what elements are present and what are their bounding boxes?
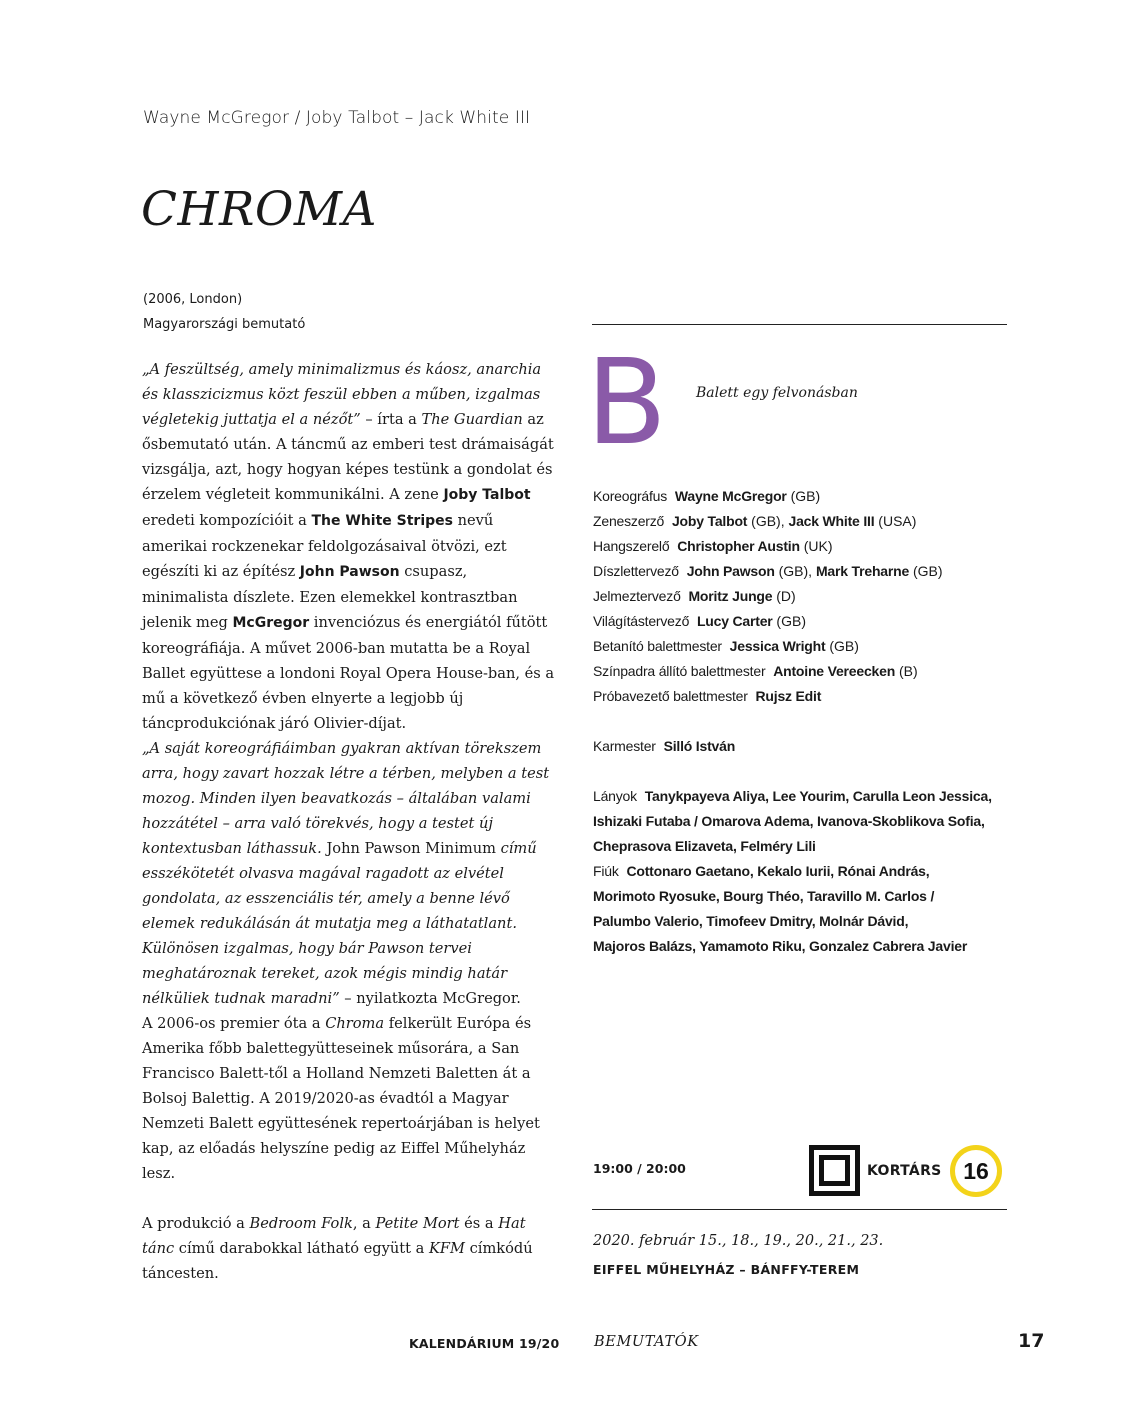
- credit-role: Jelmeztervező: [593, 588, 681, 604]
- p4-segment: Hat tánc: [142, 1215, 526, 1257]
- credit-nationality: (GB): [772, 613, 806, 629]
- credits-list: [593, 484, 1013, 759]
- credit-name: Christopher Austin: [677, 538, 800, 554]
- p2-segment: – nyilatkozta McGregor.: [339, 990, 521, 1007]
- credit-name: Rujsz Edit: [755, 688, 822, 704]
- credit-row: [593, 684, 1013, 709]
- p4-segment: A produkció a: [142, 1215, 250, 1232]
- premiere-year: (2006, London): [143, 292, 243, 307]
- kortars-square-icon: [809, 1145, 860, 1196]
- conductor-role: Karmester: [593, 738, 656, 754]
- footer-section: BEMUTATÓK: [594, 1334, 699, 1350]
- credit-row: [593, 484, 1013, 509]
- age-rating-badge: [950, 1145, 1002, 1197]
- credit-row: [593, 659, 1013, 684]
- girls-line-1: Tanykpayeva Aliya, Lee Yourim, Carulla Leon Jessica,: [644, 788, 992, 804]
- p1-segment: „A feszültség, amely minimalizmus és káosz, anarchia és klasszicizmus közt feszül ebben a műben, izgalmas végletekig juttatja el a nézőt”: [142, 361, 542, 428]
- credit-role: Díszlettervező: [593, 563, 679, 579]
- cast-girls: [593, 784, 1013, 859]
- credit-row: [593, 509, 1013, 534]
- p4-segment: címkódú táncesten.: [142, 1240, 533, 1282]
- credit-nationality: (UK): [799, 538, 833, 554]
- article-body: [142, 357, 557, 1286]
- p1-segment: McGregor: [232, 615, 310, 631]
- p2-segment: című esszékötetét olvasva magával ragadott az elvétel gondolata, az esszenciális tér, amely a benne lévő elemek redukálásán át mutatja meg a láthatatlant. Különösen izgalmas, hogy bár Pawson tervei meghatároznak tereket, azok mégis mindig határ nélküliek tudnak maradni”: [142, 840, 537, 1007]
- paragraph-intro: [142, 357, 557, 736]
- conductor-name: Silló István: [663, 738, 736, 754]
- p3-segment: felkerült Európa és Amerika főbb balettegyütteseinek műsorára, a San Francisco Balett-től a Holland Nemzeti Baletten át a Bolsoj Balettig. A 2019/2020-as évadtól a Magyar Nemzeti Balett együttesének repertoárjában is helyet kap, az előadás helyszíne pedig az Eiffel Műhelyház lesz.: [142, 1015, 540, 1182]
- cast-boys: [593, 859, 1013, 959]
- credit-name: Jack White III: [788, 513, 875, 529]
- category-letter: B: [586, 333, 667, 471]
- p1-segment: The Guardian: [421, 411, 523, 428]
- credit-role: Betanító balettmester: [593, 638, 722, 654]
- credit-row: [593, 609, 1013, 634]
- credit-nationality: (D): [772, 588, 796, 604]
- p1-segment: az ősbemutató után. A táncmű az emberi test drámaiságát vizsgálja, azt, hogy hogyan képes testünk a gondolat és érzelem végleteit kommunikálni. A zene: [142, 411, 554, 503]
- p1-segment: John Pawson: [299, 564, 400, 580]
- p1-segment: csupasz, minimalista díszlete. Ezen elemekkel kontrasztban jelenik meg: [142, 563, 518, 631]
- credit-nationality: (B): [895, 663, 918, 679]
- premiere-info: [143, 287, 305, 337]
- credit-nationality: (GB): [786, 488, 821, 504]
- credit-name: Antoine Vereecken: [773, 663, 896, 679]
- girls-line-2: Ishizaki Futaba / Omarova Adema, Ivanova-Skoblikova Sofia,: [593, 813, 985, 829]
- boys-line-2: Morimoto Ryosuke, Bourg Théo, Taravillo M. Carlos /: [593, 888, 935, 904]
- p2-segment: Minimum: [420, 840, 496, 857]
- p1-segment: Joby Talbot: [443, 487, 531, 503]
- p1-segment: The White Stripes: [311, 513, 453, 529]
- credit-row: [593, 534, 1013, 559]
- credit-name: Mark Treharne: [815, 563, 910, 579]
- boys-line-4: Majoros Balázs, Yamamoto Riku, Gonzalez Cabrera Javier: [593, 938, 968, 954]
- girls-label: Lányok: [593, 788, 637, 804]
- venue: EIFFEL MŰHELYHÁZ – BÁNFFY-TEREM: [593, 1262, 860, 1277]
- credit-row: [593, 634, 1013, 659]
- credit-role: Próbavezető balettmester: [593, 688, 748, 704]
- p3-segment: Chroma: [325, 1015, 385, 1032]
- credit-name: John Pawson: [686, 563, 775, 579]
- paragraph-history: [142, 1011, 557, 1186]
- cast-list: [593, 784, 1013, 959]
- page-number: 17: [1018, 1330, 1045, 1352]
- p4-segment: Bedroom Folk: [249, 1215, 353, 1232]
- credit-nationality: (GB),: [774, 563, 816, 579]
- p3-segment: A 2006-os premier óta a: [142, 1015, 326, 1032]
- p4-segment: Petite Mort: [375, 1215, 460, 1232]
- p4-segment: című darabokkal látható együtt a: [174, 1240, 429, 1257]
- credit-row: [593, 559, 1013, 584]
- credit-role: Hangszerelő: [593, 538, 670, 554]
- performance-dates: 2020. február 15., 18., 19., 20., 21., 23.: [593, 1233, 884, 1249]
- credit-nationality: (GB): [825, 638, 859, 654]
- boys-line-3: Palumbo Valerio, Timofeev Dmitry, Molnár Dávid,: [593, 913, 909, 929]
- credit-role: Koreográfus: [593, 488, 668, 504]
- p4-segment: KFM: [429, 1240, 465, 1257]
- credit-role: Színpadra állító balettmester: [593, 663, 766, 679]
- credit-row: [593, 584, 1013, 609]
- footer-publication: KALENDÁRIUM 19/20: [409, 1336, 560, 1351]
- p4-segment: , a: [352, 1215, 376, 1232]
- genre-label: Balett egy felvonásban: [696, 385, 858, 401]
- credit-name: Jessica Wright: [729, 638, 826, 654]
- credit-role: Világítástervező: [593, 613, 690, 629]
- authors-line: Wayne McGregor / Joby Talbot – Jack White III: [143, 108, 531, 128]
- p1-segment: eredeti kompozícióit a: [142, 512, 312, 529]
- category-kortars: KORTÁRS: [867, 1163, 942, 1179]
- credit-name: Wayne McGregor: [674, 488, 787, 504]
- paragraph-quote: [142, 736, 557, 1011]
- credit-name: Joby Talbot: [671, 513, 748, 529]
- conductor-row: [593, 734, 1013, 759]
- credit-role: Zeneszerző: [593, 513, 665, 529]
- p1-segment: – írta a: [360, 411, 422, 428]
- page-title: CHROMA: [141, 182, 377, 237]
- credit-name: Moritz Junge: [688, 588, 773, 604]
- credit-nationality: (GB),: [747, 513, 789, 529]
- paragraph-production: [142, 1211, 557, 1286]
- boys-line-1: Cottonaro Gaetano, Kekalo Iurii, Rónai András,: [626, 863, 930, 879]
- p2-segment: „A saját koreográfiáimban gyakran aktívan törekszem arra, hogy zavart hozzak létre a térben, melyben a test mozog. Minden ilyen beavatkozás – általában valami hozzátétel – arra való törekvés, hogy a testet új kontextusban láthassuk.: [142, 740, 550, 857]
- p2-segment: John Pawson: [326, 840, 421, 857]
- p1-segment: invenciózus és energiától fűtött koreográfiája. A művet 2006-ban mutatta be a Royal Ballet együttese a londoni Royal Opera House-ban, és a mű a következő évben elnyerte a legjobb új táncprodukciónak járó Olivier-díjat.: [142, 614, 555, 732]
- divider-bottom: [592, 1209, 1007, 1210]
- boys-label: Fiúk: [593, 863, 619, 879]
- girls-line-3: Cheprasova Elizaveta, Felméry Lili: [593, 838, 816, 854]
- p1-segment: nevű amerikai rockzenekar feldolgozásaival ötvözi, ezt egészíti ki az építész: [142, 512, 507, 580]
- p4-segment: és a: [459, 1215, 499, 1232]
- age-rating-text: 16: [963, 1158, 989, 1184]
- credit-nationality: (GB): [909, 563, 943, 579]
- credit-name: Lucy Carter: [696, 613, 773, 629]
- show-time: 19:00 / 20:00: [593, 1161, 686, 1176]
- credit-nationality: (USA): [874, 513, 917, 529]
- divider-top: [592, 324, 1007, 325]
- premiere-note: Magyarországi bemutató: [143, 317, 306, 332]
